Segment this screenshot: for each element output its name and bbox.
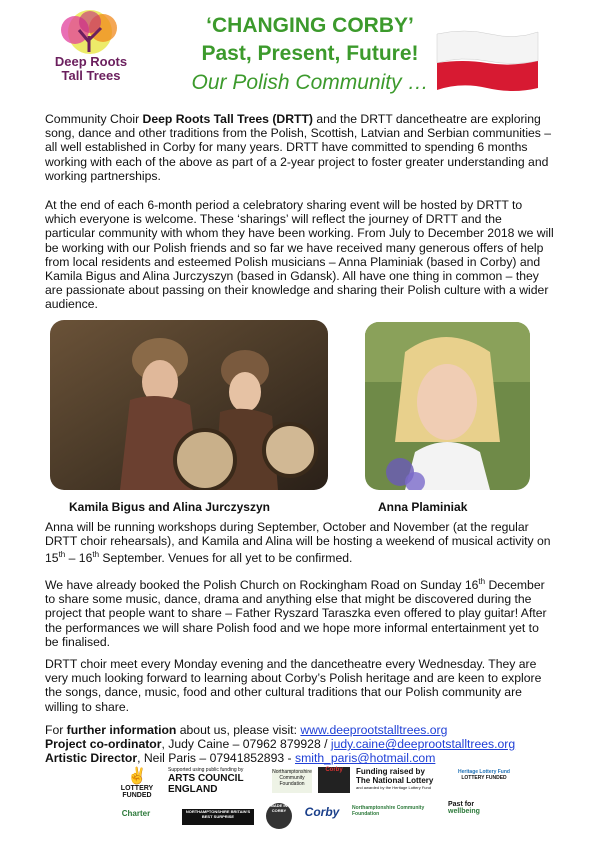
coordinator-email-link[interactable]: judy.caine@deeprootstalltrees.org [330, 737, 516, 752]
church-event-paragraph: We have already booked the Polish Church on Rockingham Road on Sunday 16th December to share some music, dance, drama and anything else that might be discovered during the project that people want to share – Father Ryszard Taraszka even offered to play guitar! After the performances we will share Polish food and we hope more informal entertainment yet to be finalised. [45, 577, 547, 649]
anna-plaminiak-photo [365, 322, 530, 490]
past-for-wellbeing-logo: Past for wellbeing [448, 801, 480, 815]
page-subtitle: Past, Present, Future! [201, 42, 419, 65]
britains-best-surprise-logo: NORTHAMPTONSHIRE BRITAIN'S BEST SURPRISE [182, 809, 254, 825]
northamptonshire-cf-logo-top: Northamptonshire Community Foundation [272, 769, 312, 793]
director-email-link[interactable]: smith_paris@hotmail.com [294, 751, 436, 766]
page-tagline: Our Polish Community … [191, 71, 429, 94]
ncf-logo: Northamptonshire Community Foundation [352, 805, 425, 817]
left-photo-caption: Kamila Bigus and Alina Jurczyszyn [69, 500, 270, 514]
made-in-corby-logo: MADE IN CORBY [266, 803, 292, 829]
polish-flag-icon [435, 28, 540, 94]
rehearsal-paragraph: DRTT choir meet every Monday evening and the dancetheatre every Wednesday. They are very much looking forward to learning about Corby’s Polish heritage and are keen to explore the songs, dance, music, food and other cultural traditions that our Polish community are willing to share. [45, 657, 542, 714]
right-photo-caption: Anna Plaminiak [378, 500, 468, 514]
contact-block: For further information about us, please visit: www.deeprootstalltrees.org Project co-ordinator, Judy Caine – 07962 879928 / judy.caine@deeprootstalltrees.org Artistic Director, Neil Paris – 07941852893 - smith_paris@hotmail.com [45, 723, 516, 766]
heritage-lottery-logo: Heritage Lottery Fund LOTTERY FUNDED [458, 769, 510, 781]
arts-council-logo: Supported using public funding by ARTS COUNCIL ENGLAND [168, 767, 244, 795]
logo-wordmark: Deep Roots Tall Trees [54, 54, 128, 83]
page-title: ‘CHANGING CORBY’ [206, 14, 414, 37]
kamila-alina-photo [50, 320, 328, 490]
sponsor-logos [112, 767, 512, 837]
national-lottery-logo: Funding raised by The National Lottery and awarded by the Heritage Lottery Fund [356, 767, 434, 790]
intro-paragraph: Community Choir Deep Roots Tall Trees (DRTT) and the DRTT dancetheatre are exploring song, dance and other traditions from the Polish, Scottish, Latvian and Serbian communities – all well established in Corby for many years. DRTT have committed to spending 6 months working with each of the above as part of a 2-year project to foster greater understanding and working partnerships. [45, 112, 552, 183]
sharing-paragraph: At the end of each 6-month period a celebratory sharing event will be hosted by DRTT to which everyone is welcome. These ‘sharings’ will reflect the journey of DRTT and the particular community with whom they have been working. From July to December 2018 we will be working with our Polish friends and so far we have received many generous offers of help from local residents and esteemed Polish musicians – Anna Plaminiak (based in Corby) and Kamila Bigus and Alina Jurczyszyn (based in Gdansk). All have one thing in common – they are passionate about passing on their knowledge and sharing their Polish culture with a wider audience. [45, 198, 554, 312]
charter-logo: Charter [121, 809, 151, 818]
corby-logo-dark: Corby [318, 767, 350, 793]
workshops-paragraph: Anna will be running workshops during September, October and November (at the regular DRTT choir rehearsals), and Kamila and Alina will be hosting a weekend of musical activity on 15th – 16th September. Venues for all yet to be confirmed. [45, 520, 551, 566]
website-link[interactable]: www.deeprootstalltrees.org [300, 723, 448, 737]
lottery-funded-logo: ✌ LOTTERY FUNDED [120, 768, 154, 799]
corby-council-logo: Corby [304, 805, 340, 819]
